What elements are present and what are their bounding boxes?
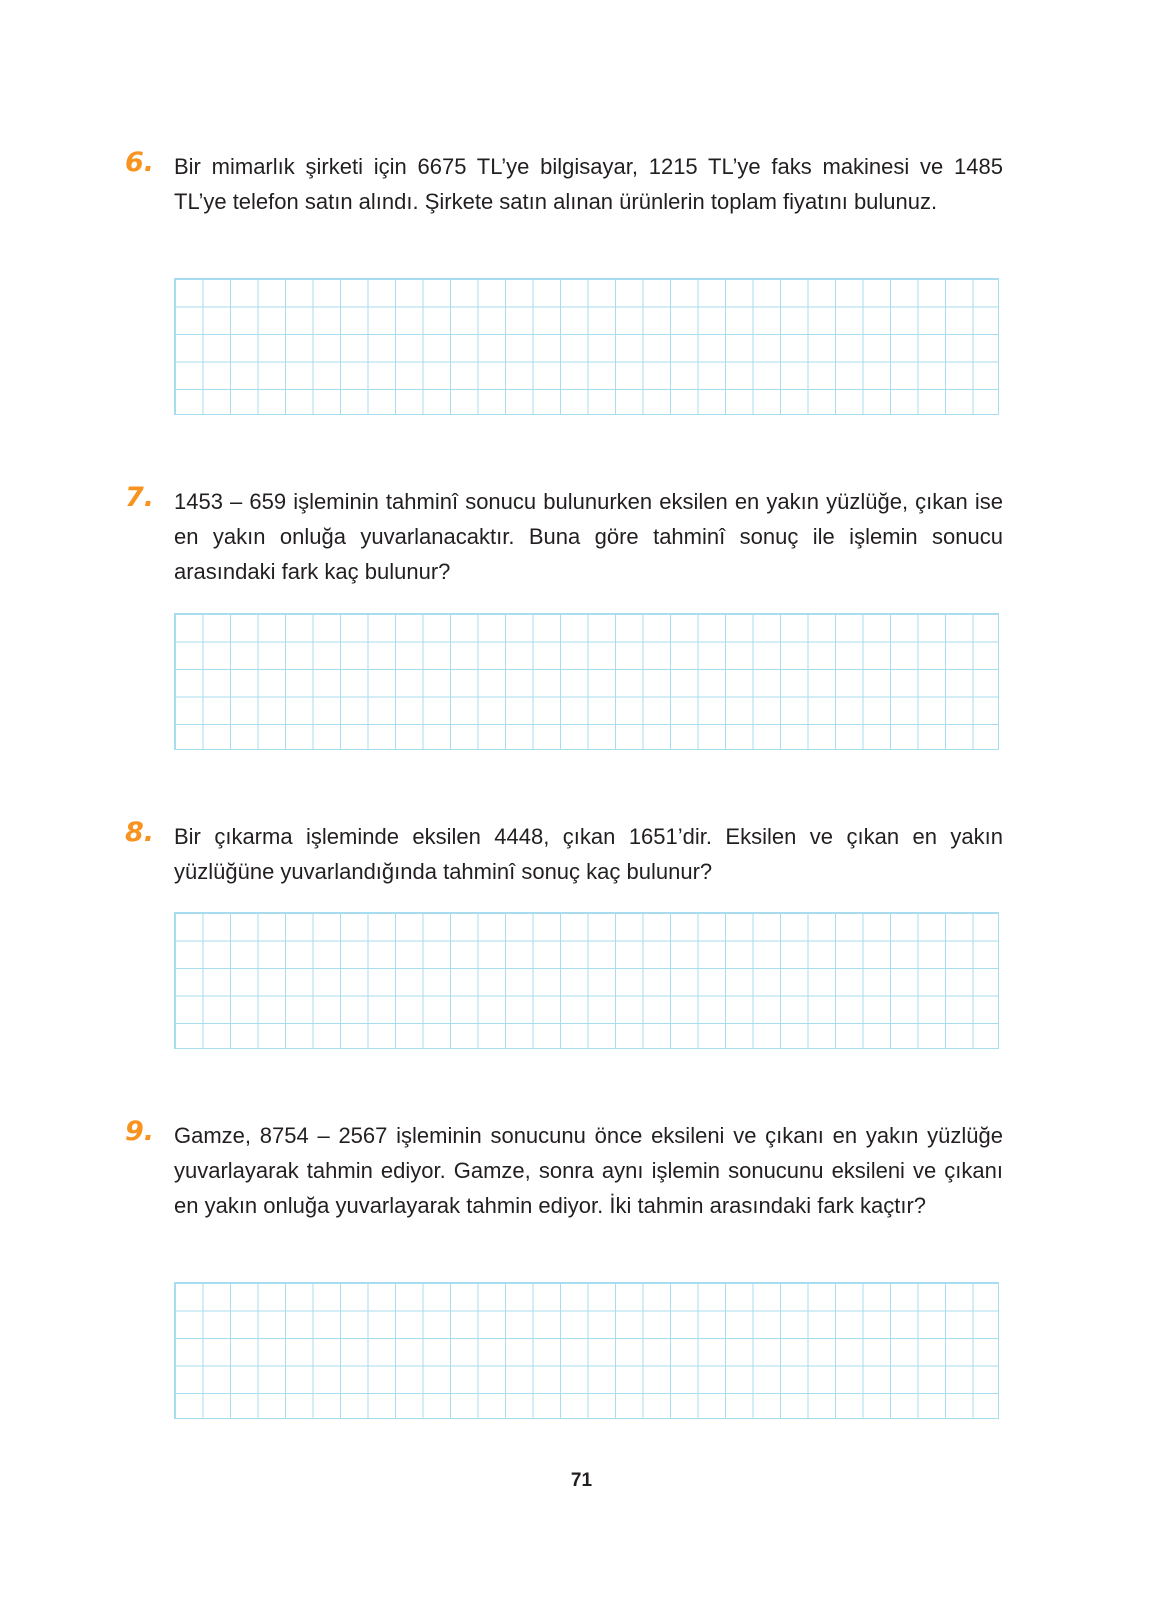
- question-number: 9.: [125, 1116, 155, 1147]
- question-text: Bir mimarlık şirketi için 6675 TL’ye bilgisayar, 1215 TL’ye faks makinesi ve 1485 TL’ye telefon satın alındı. Şirkete satın alınan ürünlerin toplam fiyatını bulunuz.: [174, 154, 1003, 214]
- answer-grid[interactable]: [174, 613, 999, 750]
- question-number: 7.: [125, 482, 155, 513]
- answer-grid[interactable]: [174, 278, 999, 415]
- answer-grid[interactable]: [174, 1282, 999, 1419]
- answer-grid[interactable]: [174, 912, 999, 1049]
- question-text: Gamze, 8754 – 2567 işleminin sonucunu önce eksileni ve çıkanı en yakın yüzlüğe yuvarlayarak tahmin ediyor. Gamze, sonra aynı işlemin sonucunu eksileni ve çıkanı en yakın onluğa yuvarlayarak tahmin ediyor. İki tahmin arasındaki fark kaçtır?: [174, 1123, 1003, 1218]
- question-number: 6.: [125, 147, 155, 178]
- question-text: Bir çıkarma işleminde eksilen 4448, çıkan 1651’dir. Eksilen ve çıkan en yakın yüzlüğüne yuvarlandığında tahminî sonuç kaç bulunur?: [174, 824, 1003, 884]
- page-number: 71: [570, 1470, 593, 1491]
- question-text: 1453 – 659 işleminin tahminî sonucu bulunurken eksilen en yakın yüzlüğe, çıkan ise en yakın onluğa yuvarlanacaktır. Buna göre tahminî sonuç ile işlemin sonucu arasındaki fark kaç bulunur?: [174, 489, 1003, 584]
- question-number: 8.: [125, 817, 155, 848]
